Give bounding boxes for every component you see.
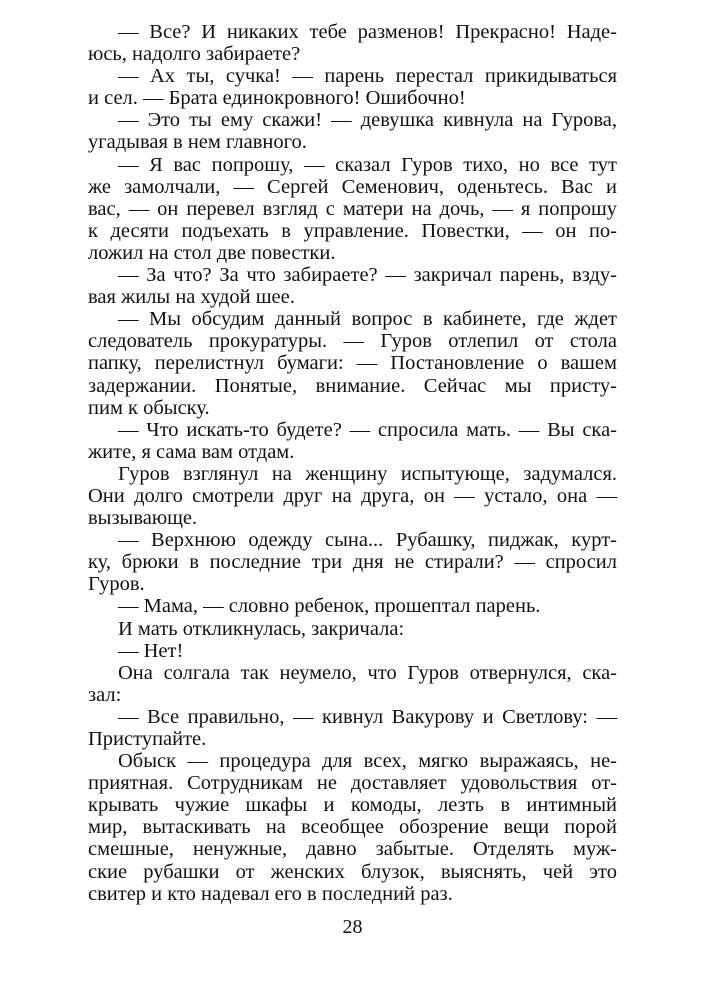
- text-line: вызывающе.: [88, 507, 198, 530]
- text-line: зал:: [88, 683, 122, 706]
- text-line: — Мама, — словно ребенок, прошептал парень.: [118, 595, 541, 618]
- text-line: ку, брюки в последние три дня не стирали? — спросил: [88, 551, 617, 574]
- text-line: ложил на стол две повестки.: [88, 241, 336, 264]
- text-line: свитер и кто надевал его в последний раз.: [88, 882, 453, 905]
- text-line: мир, вытаскивать на всеобщее обозрение вещи порой: [88, 816, 617, 839]
- text-line: — Все? И никаких тебе разменов! Прекрасно! Наде-: [118, 21, 617, 43]
- page-number: 28: [342, 916, 363, 938]
- text-line: следователь прокуратуры. — Гуров отлепил от стола: [88, 330, 617, 353]
- text-line: вая жилы на худой шее.: [88, 286, 295, 309]
- text-line: задержании. Понятые, внимание. Сейчас мы присту-: [88, 374, 617, 397]
- text-line: пим к обыску.: [88, 396, 210, 419]
- text-line: — Верхнюю одежду сына... Рубашку, пиджак, курт-: [118, 529, 617, 552]
- text-line: — Мы обсудим данный вопрос в кабинете, где ждет: [118, 308, 617, 331]
- text-line: Гуров.: [88, 573, 145, 596]
- text-line: Она солгала так неумело, что Гуров отвернулся, ска-: [118, 661, 617, 684]
- text-line: приятная. Сотрудникам не доставляет удовольствия от-: [88, 772, 617, 795]
- text-line: — Я вас попрошу, — сказал Гуров тихо, но все тут: [118, 153, 617, 176]
- text-line: смешные, ненужные, давно забытые. Отделять муж-: [88, 838, 617, 861]
- text-line: крывать чужие шкафы и комоды, лезть в интимный: [88, 794, 617, 817]
- text-line: же замолчали, — Сергей Семенович, оденьтесь. Вас и: [88, 175, 617, 198]
- text-line: юсь, надолго забираете?: [88, 43, 301, 66]
- text-line: вас, — он перевел взгляд с матери на дочь, — я попрошу: [88, 197, 617, 220]
- page-body: [88, 21, 617, 905]
- text-line: Гуров взглянул на женщину испытующе, задумался.: [118, 462, 617, 485]
- text-line: — Что искать-то будете? — спросила мать. — Вы ска-: [118, 418, 617, 441]
- text-line: жите, я сама вам отдам.: [88, 440, 295, 463]
- text-line: — Нет!: [118, 639, 184, 662]
- text-line: ские рубашки от женских блузок, выяснять, чей это: [88, 860, 617, 883]
- text-line: Они долго смотрели друг на друга, он — устало, она —: [88, 484, 617, 507]
- text-line: Приступайте.: [88, 728, 207, 750]
- text-line: угадывая в нем главного.: [88, 131, 307, 154]
- text-line: — За что? За что забираете? — закричал парень, взду-: [118, 264, 617, 287]
- text-line: — Все правильно, — кивнул Вакурову и Светлову: —: [118, 705, 617, 728]
- text-line: к десяти подъехать в управление. Повестки, — он по-: [88, 219, 617, 242]
- text-line: И мать откликнулась, закричала:: [118, 617, 405, 640]
- text-line: Обыск — процедура для всех, мягко выражаясь, не-: [118, 750, 617, 773]
- text-line: и сел. — Брата единокровного! Ошибочно!: [88, 87, 466, 110]
- text-line: — Ах ты, сучка! — парень перестал прикидываться: [118, 65, 617, 88]
- text-line: — Это ты ему скажи! — девушка кивнула на Гурова,: [118, 109, 617, 132]
- text-line: папку, перелистнул бумаги: — Постановление о вашем: [88, 352, 617, 375]
